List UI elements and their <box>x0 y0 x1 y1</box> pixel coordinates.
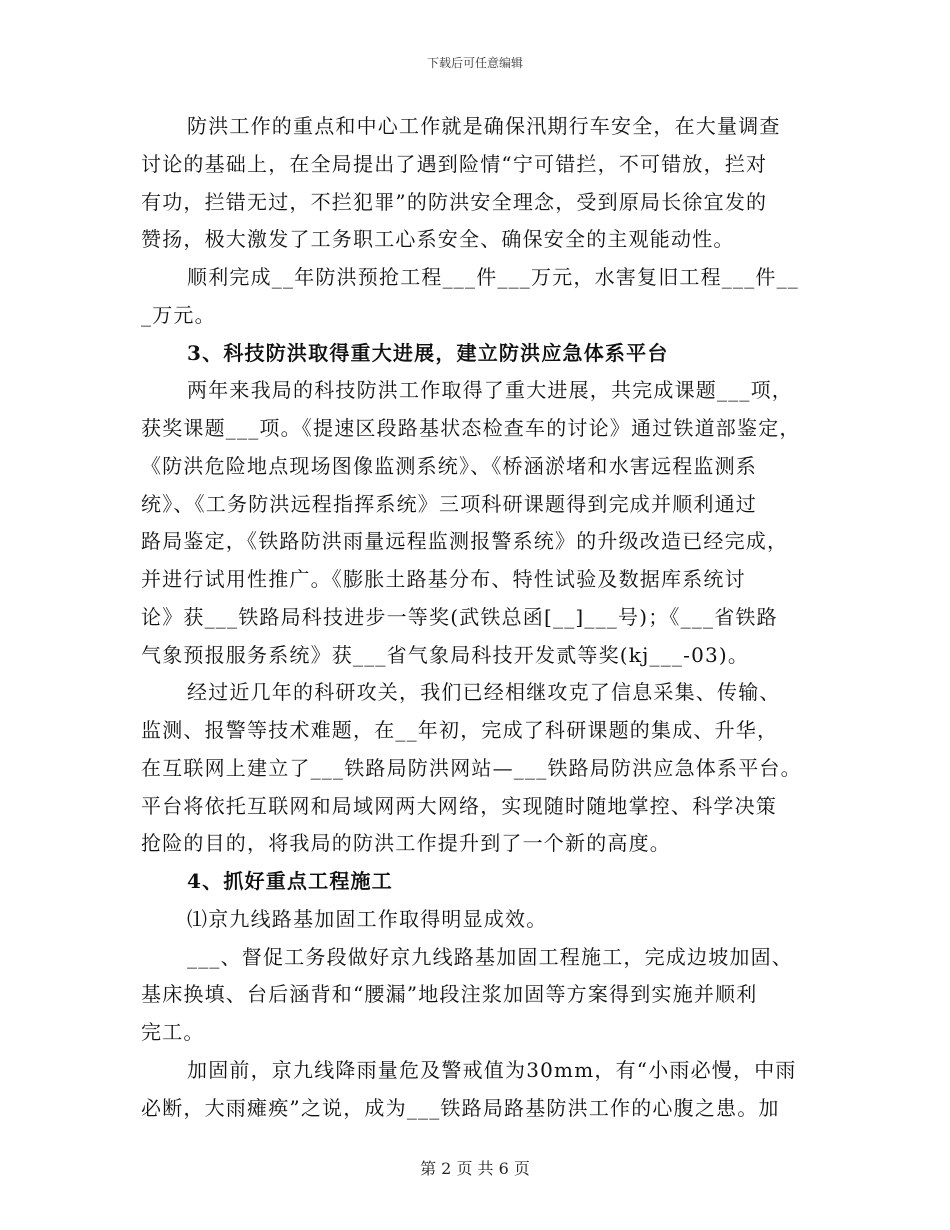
text-line: 加固前，京九线降雨量危及警戒值为30mm，有“小雨必慢，中雨 <box>187 1057 797 1082</box>
text-line: 获奖课题___项。《提速区段路基状态检查车的讨论》通过铁道部鉴定， <box>141 416 801 440</box>
page-header: 下载后可任意编辑 <box>426 56 523 70</box>
text-line: 在互联网上建立了___铁路局防洪网站—___铁路局防洪应急体系平台。 <box>141 755 802 780</box>
text-line: ___、督促工务段做好京九线路基加固工程施工，完成边坡加固、 <box>187 944 793 969</box>
text-line: 顺利完成__年防洪预抢工程___件___万元，水害复旧工程___件__ <box>187 265 799 289</box>
text-line: ⑴京九线路基加固工作取得明显成效。 <box>187 906 548 931</box>
text-line: 监测、报警等技术难题，在__年初，完成了科研课题的集成、升华， <box>141 718 779 742</box>
section-heading: 4、抓好重点工程施工 <box>187 869 393 893</box>
text-line: 完工。 <box>141 1020 205 1044</box>
text-line: 基床换填、台后涵背和“腰漏”地段注浆加固等方案得到实施并顺利 <box>141 982 758 1007</box>
text-line: 防洪工作的重点和中心工作就是确保汛期行车安全，在大量调查 <box>187 114 781 138</box>
text-line: 必断，大雨瘫痪”之说，成为___铁路局路基防洪工作的心腹之患。加 <box>141 1095 780 1120</box>
text-line: 路局鉴定，《铁路防洪雨量远程监测报警系统》的升级改造已经完成， <box>141 529 789 554</box>
text-line: 论》获___铁路局科技进步一等奖(武铁总函[__]___号)；《___省铁路 <box>141 604 778 629</box>
page-footer: 第 2 页 共 6 页 <box>420 1159 530 1178</box>
text-line: 经过近几年的科研攻关，我们已经相继攻克了信息采集、传输、 <box>187 680 781 705</box>
text-line: 《防洪危险地点现场图像监测系统》、《桥涵淤堵和水害远程监测系 <box>141 453 757 478</box>
text-line: 抢险的目的，将我局的防洪工作提升到了一个新的高度。 <box>141 831 671 856</box>
text-line: 赞扬，极大激发了工务职工心系安全、确保安全的主观能动性。 <box>141 227 735 252</box>
text-line: 并进行试用性推广。《膨胀土路基分布、特性试验及数据库系统讨 <box>141 567 746 591</box>
text-line: 两年来我局的科技防洪工作取得了重大进展，共完成课题___项， <box>187 378 793 403</box>
text-line: 统》、《工务防洪远程指挥系统》三项科研课题得到完成并顺利通过 <box>141 491 757 516</box>
text-line: 有功，拦错无过，不拦犯罪”的防洪安全理念，受到原局长徐宜发的 <box>141 189 768 214</box>
text-line: 讨论的基础上，在全局提出了遇到险情“宁可错拦，不可错放，拦对 <box>141 151 768 176</box>
text-line: 平台将依托互联网和局域网两大网络，实现随时随地掌控、科学决策 <box>141 793 777 818</box>
text-line: _万元。 <box>141 302 216 327</box>
section-heading: 3、科技防洪取得重大进展，建立防洪应急体系平台 <box>187 340 669 365</box>
document-body <box>141 108 811 1127</box>
text-line: 气象预报服务系统》获___省气象局科技开发贰等奖(kj___-03)。 <box>141 642 750 667</box>
